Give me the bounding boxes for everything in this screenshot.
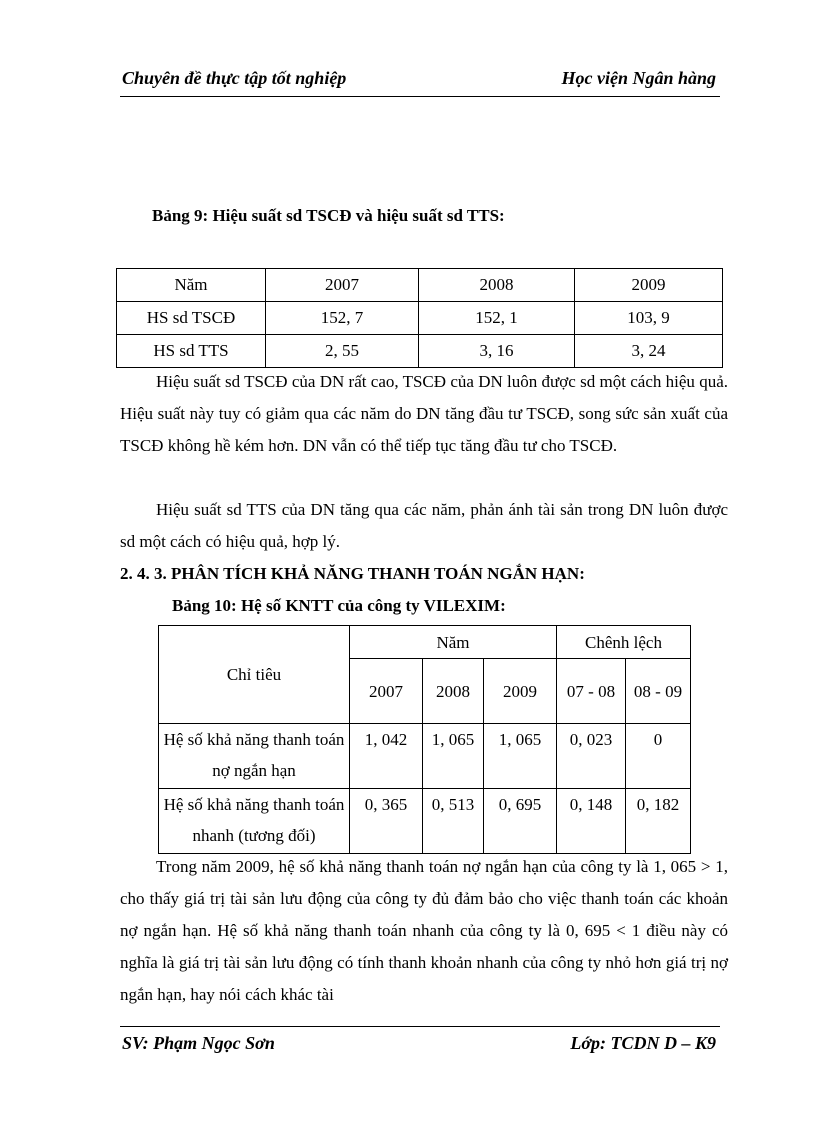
table9-cell: 152, 7 <box>266 302 419 335</box>
table9-cell: 2, 55 <box>266 335 419 368</box>
table10-header-row <box>159 626 691 659</box>
table10-value-cell: 0, 023 <box>557 724 626 789</box>
table9-cell: HS sd TSCĐ <box>117 302 266 335</box>
table9 <box>116 268 723 368</box>
table-row <box>117 335 723 368</box>
paragraph-tts: Hiệu suất sd TTS của DN tăng qua các năm, phản ánh tài sản trong DN luôn được sd một cách có hiệu quả, hợp lý. <box>120 500 728 551</box>
footer-right: Lớp: TCDN D – K9 <box>570 1033 716 1053</box>
table10-year-cell: 2008 <box>423 659 484 724</box>
table10-value-cell: 0, 182 <box>626 789 691 854</box>
table-row <box>117 302 723 335</box>
table9-cell: HS sd TTS <box>117 335 266 368</box>
table10-value-cell: 0 <box>626 724 691 789</box>
table-row <box>159 789 691 854</box>
header-left: Chuyên đề thực tập tốt nghiệp <box>122 68 347 88</box>
table9-header-cell: 2009 <box>575 269 723 302</box>
table10-year-header: Năm <box>350 626 557 659</box>
table9-header-cell: Năm <box>117 269 266 302</box>
paragraph-tscd: Hiệu suất sd TSCĐ của DN rất cao, TSCĐ của DN luôn được sd một cách hiệu quả. Hiệu suất này tuy có giảm qua các năm do DN tăng đầu tư TSCĐ, song sức sản xuất của TSCĐ không hề kém hơn. DN vẫn có thể tiếp tục tăng đầu tư cho TSCĐ. <box>120 372 728 455</box>
table10-label-cell: Hệ số khả năng thanh toán nhanh (tương đối) <box>159 789 350 854</box>
table10-year-cell: 2007 <box>350 659 423 724</box>
table9-cell: 3, 16 <box>419 335 575 368</box>
table10-title: Bảng 10: Hệ số KNTT của công ty VILEXIM: <box>172 596 506 615</box>
table9-header-row <box>117 269 723 302</box>
table9-header-cell: 2008 <box>419 269 575 302</box>
table9-cell: 152, 1 <box>419 302 575 335</box>
table10-value-cell: 1, 042 <box>350 724 423 789</box>
table9-cell: 103, 9 <box>575 302 723 335</box>
table10-diff-cell: 07 - 08 <box>557 659 626 724</box>
table9-title: Bảng 9: Hiệu suất sd TSCĐ và hiệu suất sd TTS: <box>152 206 505 225</box>
table10-value-cell: 0, 695 <box>484 789 557 854</box>
table10-label-cell: Hệ số khả năng thanh toán nợ ngắn hạn <box>159 724 350 789</box>
table10-value-cell: 0, 365 <box>350 789 423 854</box>
table9-header-cell: 2007 <box>266 269 419 302</box>
footer-divider <box>120 1026 720 1027</box>
table10-year-cell: 2009 <box>484 659 557 724</box>
header-divider <box>120 96 720 97</box>
table9-cell: 3, 24 <box>575 335 723 368</box>
paragraph-liquidity: Trong năm 2009, hệ số khả năng thanh toán nợ ngắn hạn của công ty là 1, 065 > 1, cho thấy giá trị tài sản lưu động của công ty đủ đảm bảo cho việc thanh toán các khoản nợ ngắn hạn. Hệ số khả năng thanh toán nhanh của công ty là 0, 695 < 1 điều này có nghĩa là giá trị tài sản lưu động có tính thanh khoản nhanh của công ty nhỏ hơn giá trị nợ ngắn hạn, hay nói cách khác tài <box>120 857 728 1004</box>
table10 <box>158 625 691 854</box>
header-right: Học viện Ngân hàng <box>561 68 716 88</box>
table10-value-cell: 0, 513 <box>423 789 484 854</box>
table10-value-cell: 0, 148 <box>557 789 626 854</box>
table10-value-cell: 1, 065 <box>423 724 484 789</box>
table10-diff-header: Chênh lệch <box>557 626 691 659</box>
table10-indicator-header: Chỉ tiêu <box>159 626 350 724</box>
table10-diff-cell: 08 - 09 <box>626 659 691 724</box>
table10-value-cell: 1, 065 <box>484 724 557 789</box>
section-heading: 2. 4. 3. PHÂN TÍCH KHẢ NĂNG THANH TOÁN NGẮN HẠN: <box>120 564 585 583</box>
table-row <box>159 724 691 789</box>
footer-left: SV: Phạm Ngọc Sơn <box>122 1033 275 1053</box>
